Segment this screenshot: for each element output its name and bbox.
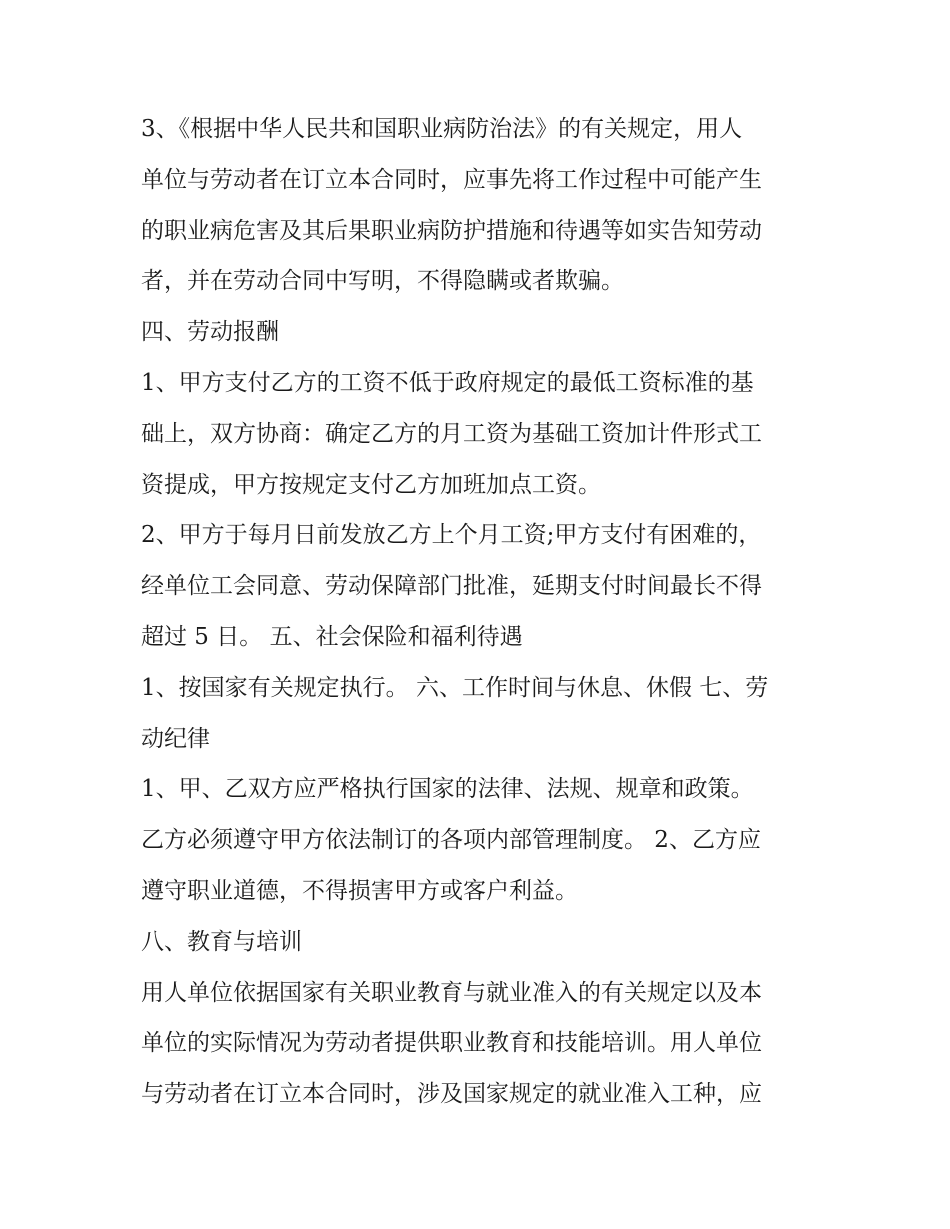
text-line: 超过 5 日。 五、社会保险和福利待遇: [141, 623, 523, 650]
text-line: 动纪律: [141, 725, 210, 752]
text-line: 1、按国家有关规定执行。 六、工作时间与休息、休假 七、劳: [141, 674, 769, 701]
text-line: 者，并在劳动合同中写明，不得隐瞒或者欺骗。: [141, 268, 624, 295]
text-line: 2、甲方于每月日前发放乙方上个月工资;甲方支付有困难的，: [141, 522, 762, 549]
text-line: 经单位工会同意、劳动保障部门批准，延期支付时间最长不得: [141, 573, 762, 600]
section-heading: 八、教育与培训: [141, 928, 302, 955]
text-line: 1、甲方支付乙方的工资不低于政府规定的最低工资标准的基: [141, 369, 754, 396]
text-line: 础上，双方协商：确定乙方的月工资为基础工资加计件形式工: [141, 420, 762, 447]
text-line: 1、甲、乙双方应严格执行国家的法律、法规、规章和政策。: [141, 776, 754, 803]
document-body: [141, 104, 821, 1120]
text-line: 单位与劳动者在订立本合同时，应事先将工作过程中可能产生: [141, 166, 762, 193]
text-line: 乙方必须遵守甲方依法制订的各项内部管理制度。 2、乙方应: [141, 827, 761, 854]
section-heading: 四、劳动报酬: [141, 319, 279, 346]
text-line: 遵守职业道德，不得损害甲方或客户利益。: [141, 877, 578, 904]
text-line: 的职业病危害及其后果职业病防护措施和待遇等如实告知劳动: [141, 217, 762, 244]
text-line: 用人单位依据国家有关职业教育与就业准入的有关规定以及本: [141, 979, 762, 1006]
text-line: 资提成，甲方按规定支付乙方加班加点工资。: [141, 471, 601, 498]
text-line: 与劳动者在订立本合同时，涉及国家规定的就业准入工种，应: [141, 1081, 762, 1108]
text-line: 单位的实际情况为劳动者提供职业教育和技能培训。用人单位: [141, 1030, 762, 1057]
text-line: 3、《根据中华人民共和国职业病防治法》的有关规定，用人: [141, 116, 743, 142]
